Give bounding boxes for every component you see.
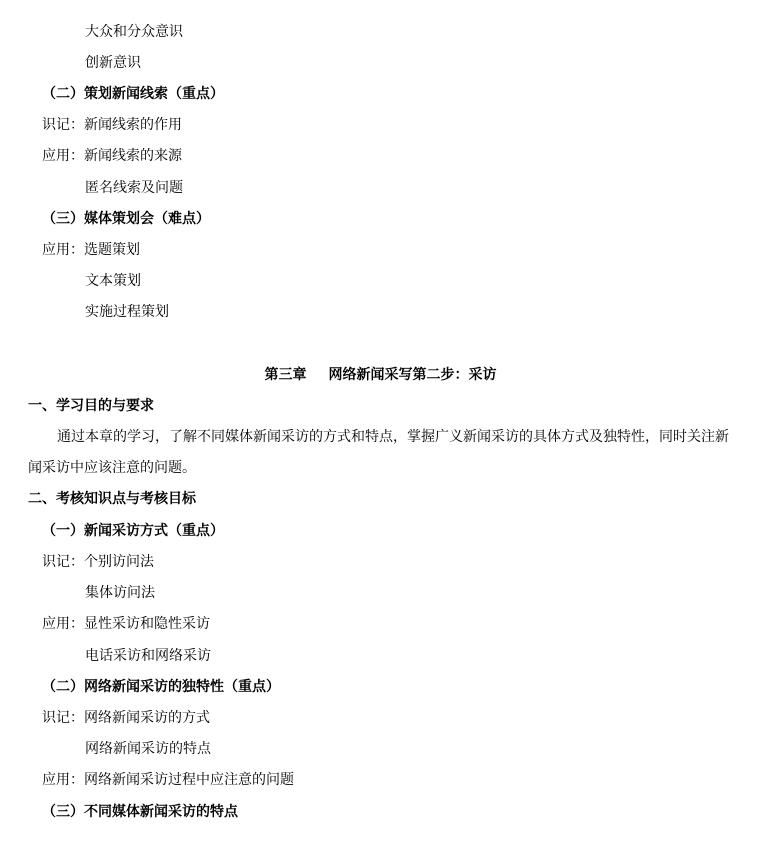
list-item [42,553,154,571]
list-item: 匿名线索及问题 [85,180,183,196]
list-item: 网络新闻采访的特点 [85,741,211,757]
list-item [42,615,210,633]
section-heading: （三）不同媒体新闻采访的特点 [42,804,238,820]
list-item: 电话采访和网络采访 [85,648,211,664]
part-heading: 一、学习目的与要求 [28,398,154,414]
list-item [42,771,294,789]
section-heading: （一）新闻采访方式（重点） [42,523,224,539]
list-item [42,241,140,259]
item-text: 新闻线索的来源 [84,148,182,164]
item-label: 应用： [42,242,84,258]
paragraph-line: 闻采访中应该注意的问题。 [28,460,196,476]
list-item [42,147,182,165]
item-text: 显性采访和隐性采访 [84,616,210,632]
paragraph-line: 通过本章的学习，了解不同媒体新闻采访的方式和特点，掌握广义新闻采访的具体方式及独特性，同时关注新 [57,429,729,445]
item-text: 新闻线索的作用 [84,117,182,133]
item-label: 识记： [42,710,84,726]
item-label: 应用： [42,772,84,788]
section-heading: （二）网络新闻采访的独特性（重点） [42,679,280,695]
item-text: 网络新闻采访的方式 [84,710,210,726]
item-label: 识记： [42,117,84,133]
list-item: 实施过程策划 [85,304,169,320]
list-item: 集体访问法 [85,585,155,601]
chapter-number: 第三章 [264,367,307,383]
list-item: 大众和分众意识 [85,24,183,40]
item-text: 选题策划 [84,242,140,258]
chapter-name: 网络新闻采写第二步：采访 [328,367,497,383]
item-text: 网络新闻采访过程中应注意的问题 [84,772,294,788]
list-item: 创新意识 [85,55,141,71]
list-item [42,116,182,134]
item-text: 个别访问法 [84,554,154,570]
list-item [42,709,210,727]
section-heading: （二）策划新闻线索（重点） [42,86,224,102]
item-label: 应用： [42,616,84,632]
list-item: 文本策划 [85,273,141,289]
item-label: 应用： [42,148,84,164]
item-label: 识记： [42,554,84,570]
section-heading: （三）媒体策划会（难点） [42,211,210,227]
chapter-title [0,366,761,384]
part-heading: 二、考核知识点与考核目标 [28,491,196,507]
